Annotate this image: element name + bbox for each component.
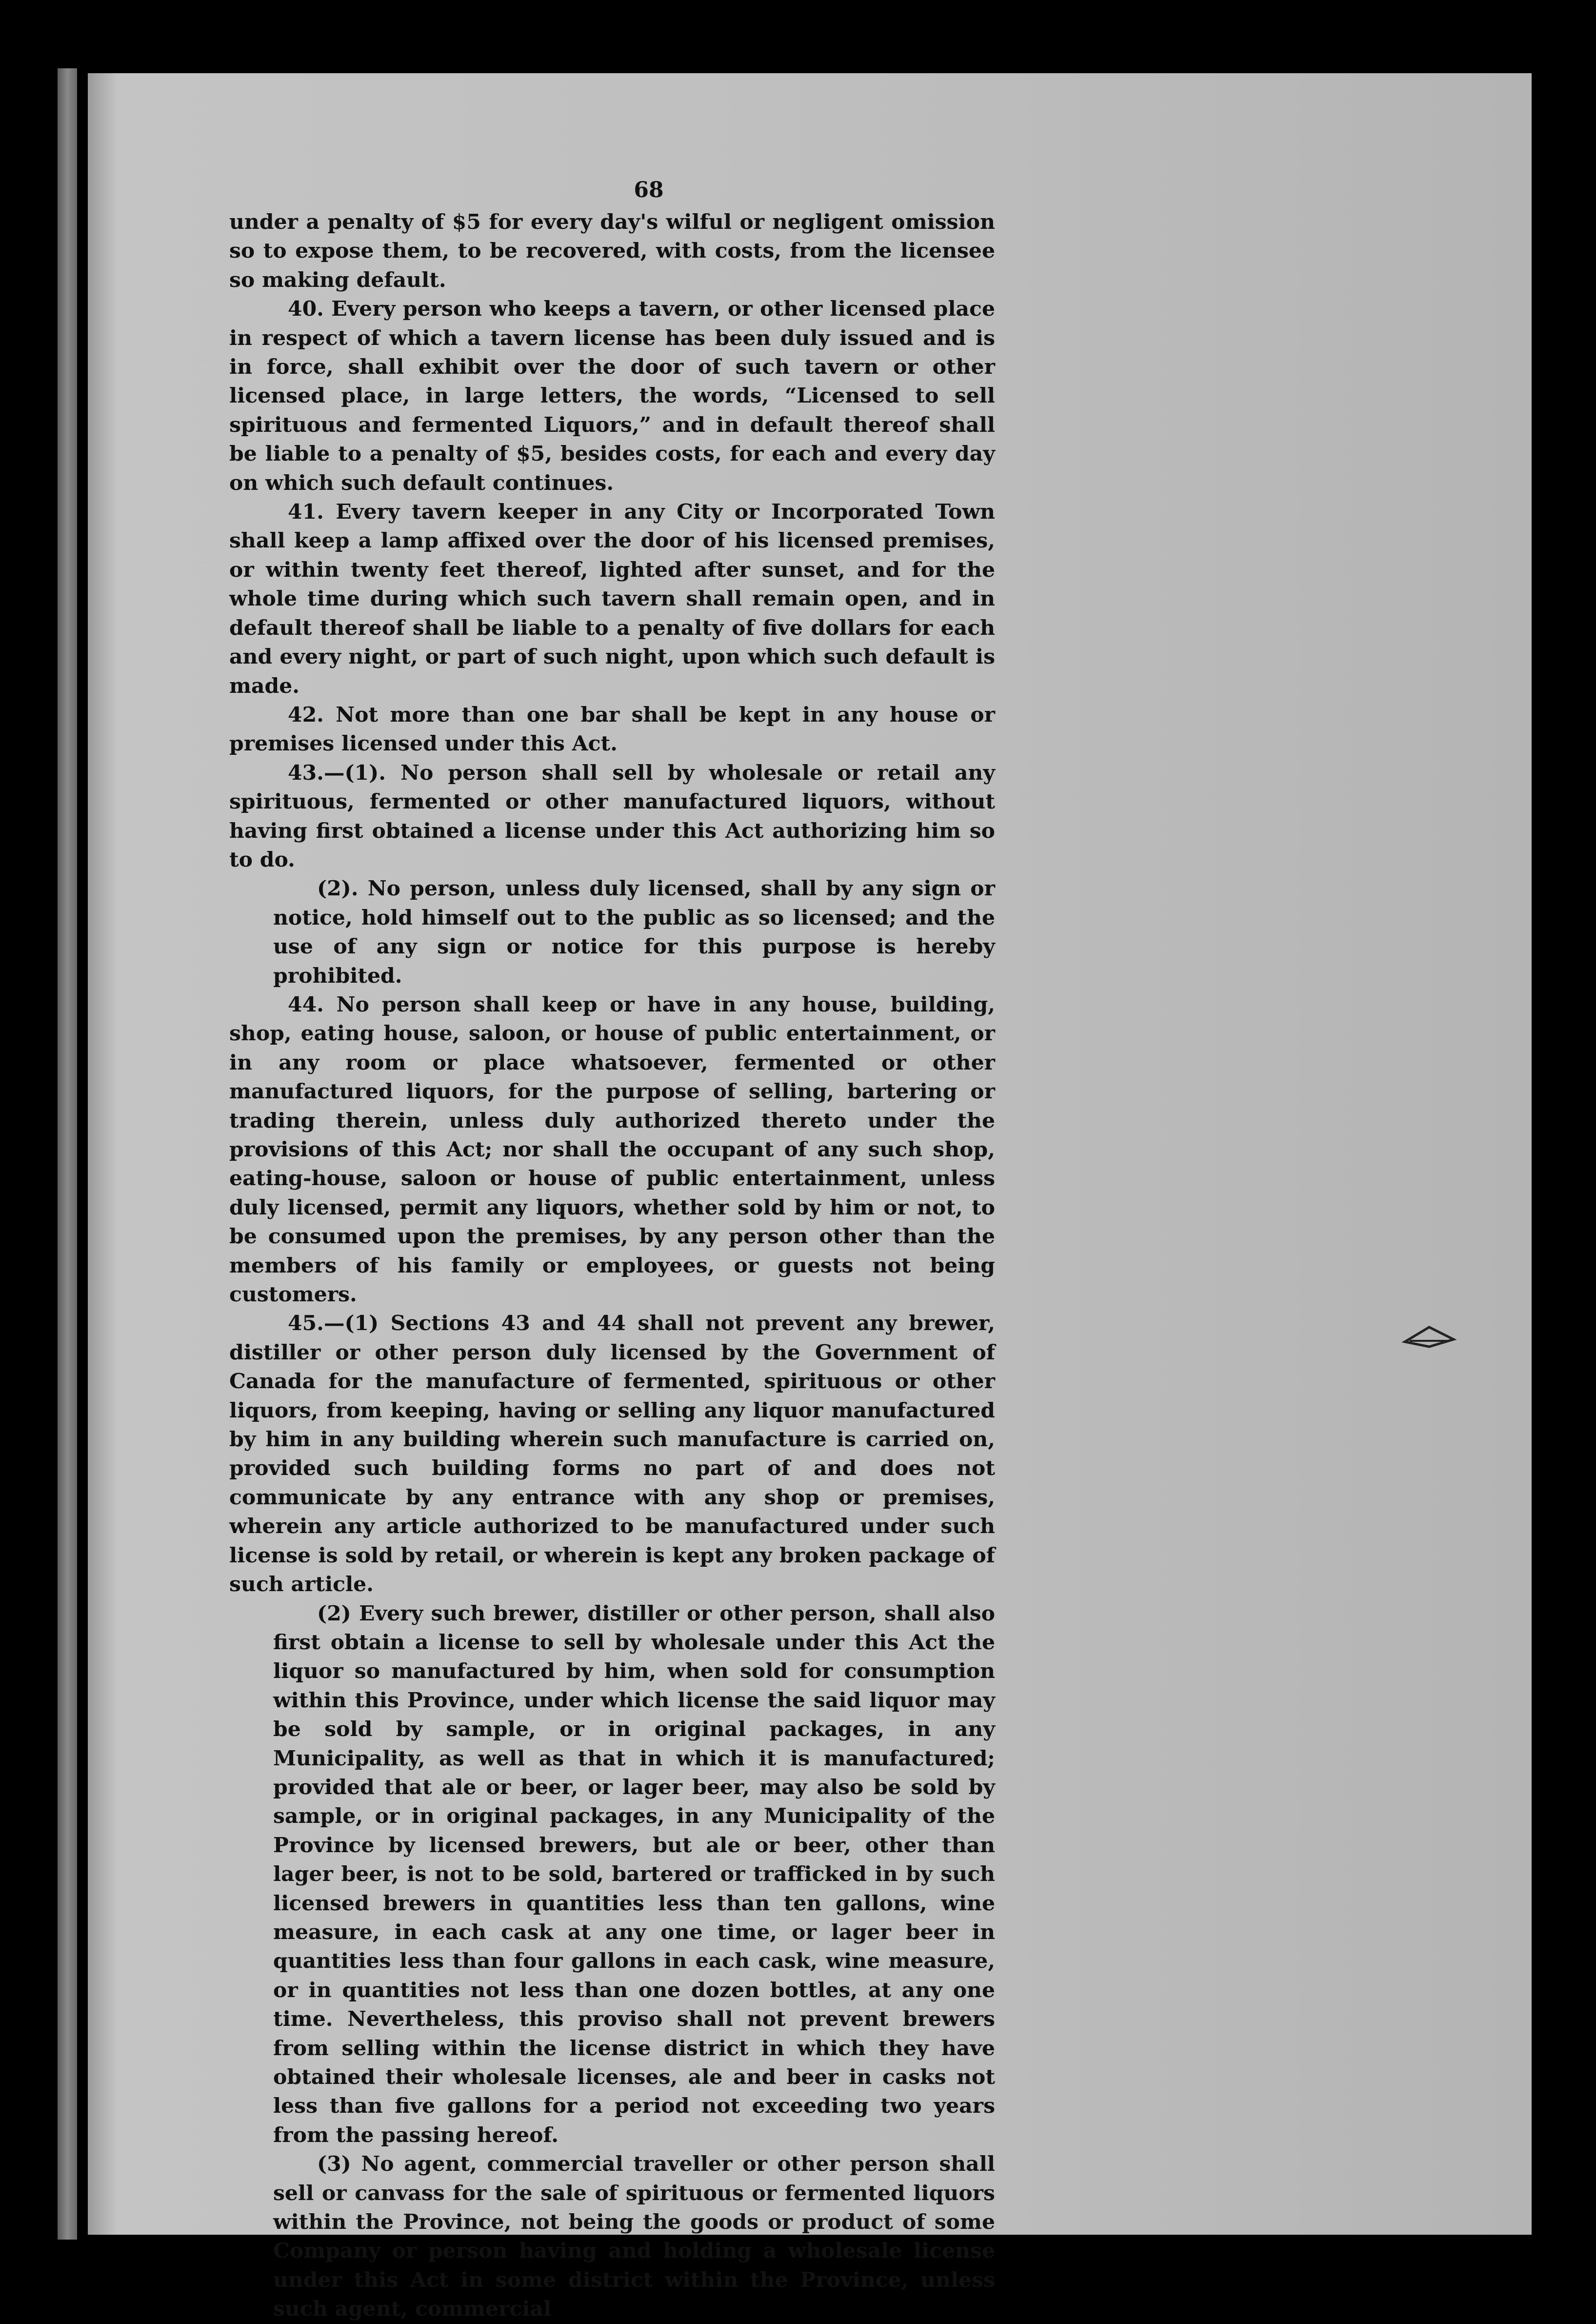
section-44: 44. No person shall keep or have in any house, building, shop, eating house, saloon, or house of public entertainment, or in any room or place whatsoever, fermented or other manufactured liquors, for the purpose of selling, bartering or trading therein, unless duly authorized thereto under the provisions of this Act; nor shall the occupant of any such shop, eating-house, saloon or house of public entertainment, unless duly licensed, permit any liquors, whether sold by him or not, to be consumed upon the premises, by any person other than the members of his family or employees, or guests not being customers. — [229, 992, 995, 1307]
page-number: 68 — [634, 178, 664, 202]
paragraph-continuation: under a penalty of $5 for every day's wilful or negligent omission so to expose them, to be recovered, with costs, from the licensee so making default. — [229, 210, 995, 292]
section-41: 41. Every tavern keeper in any City or Incorporated Town shall keep a lamp affixed over the door of his licensed premises, or within twenty feet thereof, lighted after sunset, and for the whole time during which such tavern shall remain open, and in default thereof shall be liable to a penalty of five dollars for each and every night, or part of such night, upon which such default is made. — [229, 500, 995, 698]
page-text — [229, 176, 995, 2324]
section-45-2: (2) Every such brewer, distiller or other person, shall also first obtain a license to sell by wholesale under this Act the liquor so manufactured by him, when sold for consumption within this Province, under which license the said liquor may be sold by sample, or in original packages, in any Municipality, as well as that in which it is manufactured; provided that ale or beer, or lager beer, may also be sold by sample, or in original packages, in any Municipality of the Province by licensed brewers, but ale or beer, other than lager beer, is not to be sold, bartered or trafficked in by such licensed brewers in quantities less than ten gallons, wine measure, in each cask at any one time, or lager beer in quantities less than four gallons in each cask, wine measure, or in quantities not less than one dozen bottles, at any one time. Nevertheless, this proviso shall not prevent brewers from selling within the license district in which they have obtained their wholesale licenses, ale and beer in casks not less than five gallons for a period not exceeding two years from the passing hereof. — [273, 1601, 995, 2147]
section-43-2: (2). No person, unless duly licensed, shall by any sign or notice, hold himself out to the public as so licensed; and the use of any sign or notice for this purpose is hereby prohibited. — [273, 876, 995, 988]
section-45-3: (3) No agent, commercial traveller or other person shall sell or canvass for the sale of spirituous or fermented liquors within the Province, not being the goods or product of some Company or person having and holding a wholesale license under this Act in some district within the Province, unless such agent, commercial — [273, 2152, 995, 2322]
section-43-1: 43.—(1). No person shall sell by wholesale or retail any spirituous, fermented or other manufactured liquors, without having first obtained a license under this Act authorizing him so to do. — [229, 760, 995, 872]
page-edge — [58, 68, 77, 2240]
section-42: 42. Not more than one bar shall be kept in any house or premises licensed under this Act. — [229, 702, 995, 756]
section-45-1: 45.—(1) Sections 43 and 44 shall not prevent any brewer, distiller or other person duly licensed by the Government of Canada for the manufacture of fermented, spirituous or other liquors, from keeping, having or selling any liquor manufactured by him in any building wherein such manufacture is carried on, provided such building forms no part of and does not communicate by any entrance with any shop or premises, wherein any article authorized to be manufactured under such license is sold by retail, or wherein is kept any broken package of such article. — [229, 1311, 995, 1597]
section-40: 40. Every person who keeps a tavern, or other licensed place in respect of which a tavern license has been duly issued and is in force, shall exhibit over the door of such tavern or other licensed place, in large letters, the words, “Licensed to sell spirituous and fermented Liquors,” and in default thereof shall be liable to a penalty of $5, besides costs, for each and every day on which such default continues. — [229, 297, 995, 495]
margin-pencil-mark — [1400, 1317, 1458, 1352]
